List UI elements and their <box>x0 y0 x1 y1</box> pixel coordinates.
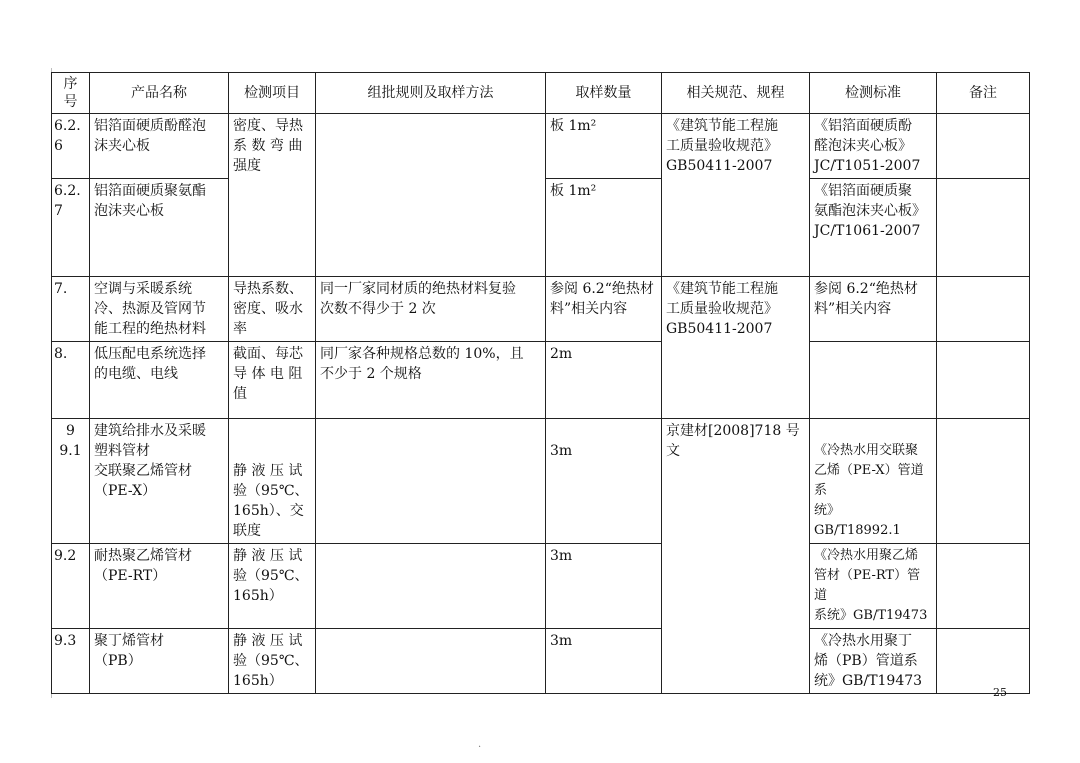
row-qty: 板 1m² <box>546 114 662 179</box>
row-qty: 板 1m² <box>546 179 662 277</box>
table-row <box>52 277 1030 342</box>
row-remark <box>937 629 1030 694</box>
row-remark <box>937 544 1030 629</box>
row-product: 铝箔面硬质聚氨酯 泡沫夹心板 <box>90 179 229 277</box>
row-seq: 9 9.1 <box>52 419 90 544</box>
row-rule <box>316 544 546 629</box>
row-standard: 《铝箔面硬质酚 醛泡沫夹心板》 JC/T1051-2007 <box>810 114 937 179</box>
header-remark: 备注 <box>937 73 1030 114</box>
header-product: 产品名称 <box>90 73 229 114</box>
row-standard: 《冷热水用交联聚 乙烯（PE-X）管道系 统》 GB/T18992.1 <box>810 419 937 544</box>
row-qty: 3m <box>546 419 662 544</box>
row-spec: 京建材[2008]718 号 文 <box>662 419 810 694</box>
row-seq: 9.2 <box>52 544 90 629</box>
row-remark <box>937 419 1030 544</box>
row-seq: 6.2.6 <box>52 114 90 179</box>
row-standard: 参阅 6.2“绝热材 料”相关内容 <box>810 277 937 342</box>
table-row <box>52 629 1030 694</box>
table-row <box>52 419 1030 544</box>
footer-dot: . <box>478 739 482 750</box>
row-standard: 《铝箔面硬质聚 氨酯泡沫夹心板》 JC/T1061-2007 <box>810 179 937 277</box>
row-remark <box>937 114 1030 179</box>
row-rule <box>316 419 546 544</box>
row-seq: 6.2.7 <box>52 179 90 277</box>
header-spec: 相关规范、规程 <box>662 73 810 114</box>
table-row <box>52 342 1030 419</box>
row-item: 静 液 压 试 验（95℃、 165h） <box>229 629 316 694</box>
row-qty: 参阅 6.2“绝热材 料”相关内容 <box>546 277 662 342</box>
row-rule: 同一厂家同材质的绝热材料复验 次数不得少于 2 次 <box>316 277 546 342</box>
row-product: 低压配电系统选择 的电缆、电线 <box>90 342 229 419</box>
row-seq: 9.3 <box>52 629 90 694</box>
header-item: 检测项目 <box>229 73 316 114</box>
row-product: 铝箔面硬质酚醛泡 沫夹心板 <box>90 114 229 179</box>
row-item: 静 液 压 试 验（95℃、 165h）、交 联度 <box>229 419 316 544</box>
header-row <box>52 73 1030 114</box>
row-qty: 3m <box>546 629 662 694</box>
row-product: 耐热聚乙烯管材 （PE-RT） <box>90 544 229 629</box>
row-product: 聚丁烯管材 （PB） <box>90 629 229 694</box>
row-standard: 《冷热水用聚丁 烯（PB）管道系 统》GB/T19473 <box>810 629 937 694</box>
row-rule: 同厂家各种规格总数的 10%，且 不少于 2 个规格 <box>316 342 546 419</box>
row-seq: 7. <box>52 277 90 342</box>
header-qty: 取样数量 <box>546 73 662 114</box>
page-number: 25 <box>993 686 1007 699</box>
table-row <box>52 544 1030 629</box>
inspection-table <box>51 72 1030 694</box>
row-spec: 《建筑节能工程施 工质量验收规范》 GB50411-2007 <box>662 277 810 419</box>
row-remark <box>937 342 1030 419</box>
header-rule: 组批规则及取样方法 <box>316 73 546 114</box>
row-remark <box>937 277 1030 342</box>
row-rule <box>316 114 546 277</box>
row-standard <box>810 342 937 419</box>
row-item: 静 液 压 试 验（95℃、 165h） <box>229 544 316 629</box>
row-product: 建筑给排水及采暖 塑料管材 交联聚乙烯管材 （PE-X） <box>90 419 229 544</box>
row-spec: 《建筑节能工程施 工质量验收规范》 GB50411-2007 <box>662 114 810 277</box>
row-item: 截面、每芯 导 体 电 阻 值 <box>229 342 316 419</box>
row-qty: 2m <box>546 342 662 419</box>
row-item: 密度、导热 系 数 弯 曲 强度 <box>229 114 316 277</box>
row-seq: 8. <box>52 342 90 419</box>
row-qty: 3m <box>546 544 662 629</box>
row-rule <box>316 629 546 694</box>
row-standard: 《冷热水用聚乙烯 管材（PE-RT）管道 系统》GB/T19473 <box>810 544 937 629</box>
row-product: 空调与采暖系统 冷、热源及管网节 能工程的绝热材料 <box>90 277 229 342</box>
header-seq: 序 号 <box>52 73 90 114</box>
table-row <box>52 114 1030 179</box>
row-item: 导热系数、 密度、吸水 率 <box>229 277 316 342</box>
header-standard: 检测标准 <box>810 73 937 114</box>
row-remark <box>937 179 1030 277</box>
